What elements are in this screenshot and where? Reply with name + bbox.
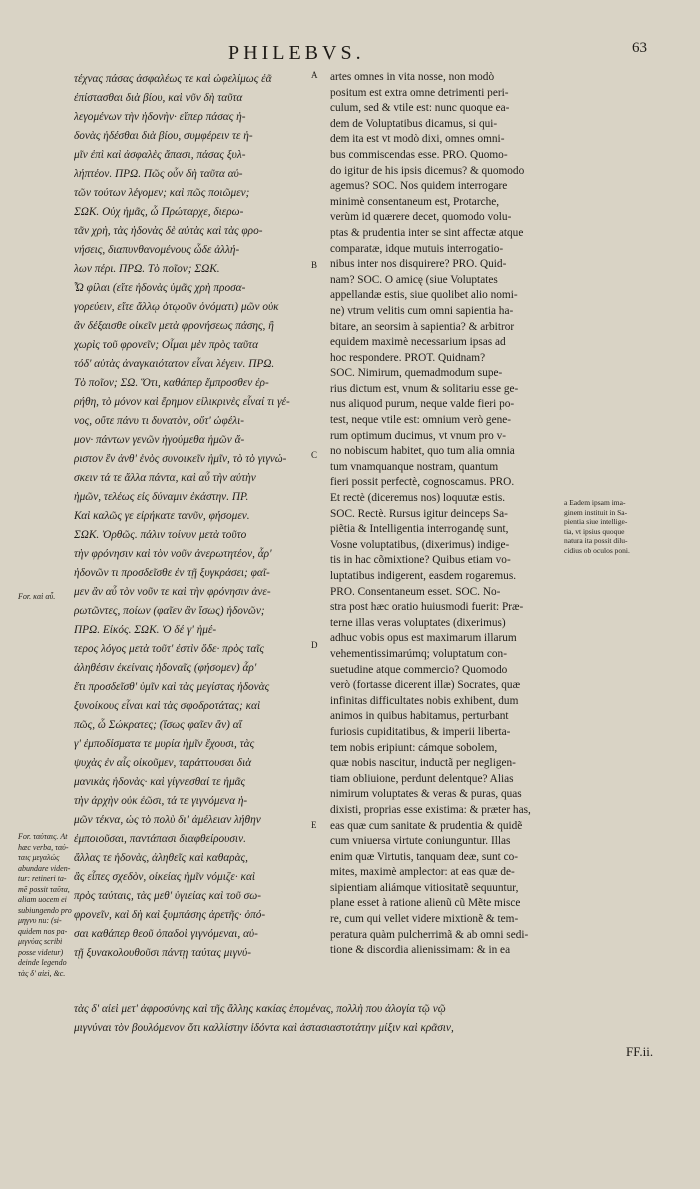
greek-line: ἡμῶν, τελέως εἰς δύναμιν ἑκάστην. ΠΡ. — [74, 491, 249, 503]
greek-line: τὴν ἀρχὴν οὐκ ἐῶσι, τά τε γιγνόμενα ἡ- — [74, 795, 248, 807]
latin-line: nimirum voluptates & veras & puras, quas — [330, 788, 522, 801]
latin-line: sipientiam aliámque vitiositatẽ sequuntur, — [330, 881, 519, 894]
latin-line: cum vniuersa virtute coniunguntur. Illas — [330, 835, 511, 848]
greek-line: τερος λόγος μετὰ τοῦτ' ἐστὶν ὅδε· πρὸς ταῖς — [74, 643, 264, 655]
latin-line: artes omnes in vita nosse, non modò — [330, 71, 495, 83]
latin-line: verò (fortasse dicerent illæ) Socrates, quæ — [330, 679, 521, 692]
latin-line: PRO. Consentaneum esset. SOC. No- — [330, 585, 501, 598]
greek-line: τᾶν χρὴ, τὰς ἡδονὰς δὲ αὐτὰς καὶ τὰς φρο- — [74, 225, 263, 237]
latin-line: tis in hac cõmixtione? Quibus etiam vo- — [330, 554, 511, 567]
latin-line: tem nobis eripiunt: cámque sobolem, — [330, 741, 498, 754]
margin-note-line: μηγνυ nu: (si- — [18, 916, 62, 925]
margin-note-line: posse videtur) — [18, 947, 64, 957]
latin-line: Vosne voluptatibus, (dixerimus) indige- — [330, 538, 510, 551]
margin-note-line: τὰς δ' αἰεὶ, &c. — [18, 968, 66, 978]
margin-note-line: subiungendo pro — [18, 905, 72, 915]
latin-line: tione & discordia alienissimam: & in ea — [330, 944, 511, 957]
latin-line: suetudine atque commercio? Quomodo — [330, 663, 508, 676]
latin-line: re, cum qui vellet videre mixtionẽ & tem- — [330, 913, 519, 926]
latin-line: nus aliquod purum, neque valde fieri po- — [330, 398, 515, 411]
latin-line: furiosis cupiditatibus, & imperii liberta- — [330, 725, 511, 738]
greek-line: ἡδονῶν τι προσδεῖσθε ἐν τῇ ξυγκράσει; φαῖ- — [74, 567, 270, 579]
signature-mark: FF.ii. — [626, 1044, 654, 1059]
greek-line: Καὶ καλῶς γε εἰρήκατε τανῦν, φήσομεν. — [74, 510, 250, 522]
greek-line: μον· πάντων γενῶν ἡγούμεθα ἡμῶν ἄ- — [74, 434, 245, 446]
latin-line: appellandæ estis, siue quolibet alio nomi- — [330, 289, 518, 302]
page-number: 63 — [632, 40, 647, 56]
greek-continuation — [74, 1000, 674, 1038]
latin-line: Et rectè (diceremus nos) loquutæ estis. — [330, 492, 506, 505]
latin-line: tum vnamquanque nostram, quantum — [330, 460, 499, 473]
latin-line: terne illas veras voluptates (dixerimus) — [330, 616, 506, 629]
latin-line: stra post hæc oratio huiusmodi fuerit: Præ- — [330, 601, 524, 614]
greek-line: πρὸς ταύταις, τὰς μεθ' ὑγιείας καὶ τοῦ σω- — [74, 890, 261, 902]
latin-line: verùm id quærere decet, quomodo volu- — [330, 211, 512, 224]
section-letter: A — [311, 70, 318, 80]
greek-line: ριστον ἓν ἀνθ' ἑνὸς συνοικεῖν ἡμῖν, τὸ τὸ γιγνώ- — [74, 453, 287, 465]
latin-line: dixisti, proprias esse existima: & præter has, — [330, 803, 531, 816]
greek-line: πῶς, ὦ Σώκρατες; (ἴσως φαῖεν ἄν) αἵ — [74, 719, 242, 731]
margin-note-line: tur: retineri ta- — [18, 874, 67, 883]
greek-line: ΣΩΚ. Οὐχ ἡμᾶς, ὦ Πρώταρχε, διερω- — [74, 206, 244, 218]
margin-note-line: deinde legendo — [18, 958, 67, 967]
latin-line: vehementissimarúmq; voluptatum con- — [330, 647, 507, 660]
greek-line: λων πέρι. ΠΡΩ. Τὸ ποῖον; ΣΩΚ. — [74, 263, 220, 275]
greek-line: Τὸ ποῖον; ΣΩ. Ὅτι, καθάπερ ἔμπροσθεν ἐρ- — [74, 377, 269, 389]
latin-line: bus commiscendas esse. PRO. Quomo- — [330, 148, 508, 161]
margin-note-line: cidius ob oculos poni. — [564, 545, 630, 555]
greek-line: ρωτῶντες, ποίων (φαῖεν ἂν ἴσως) ἡδονῶν; — [74, 605, 265, 617]
greek-line: λήπτέον. ΠΡΩ. Πῶς οὖν δὴ ταῦτα αὐ- — [74, 168, 243, 180]
running-title: PHILEBVS. — [228, 42, 365, 64]
latin-line: minimè consentaneum est, Protarche, — [330, 195, 500, 208]
latin-line: eas quæ cum sanitate & prudentia & quidẽ — [330, 819, 523, 832]
margin-note-line: hæc verba, ταύ- — [18, 842, 69, 852]
margin-note-commentary — [564, 498, 694, 555]
greek-line: μιγνύναι τὸν βουλόμενον ὅτι καλλίστην ἰδόντα καὶ ἀστασιαστοτάτην μίξιν καὶ κρᾶσιν, — [74, 1022, 454, 1034]
latin-line: infinitas difficultates nobis exhibent, dum — [330, 694, 519, 707]
greek-line: μῖν ἐπὶ καὶ ἀσφαλὲς ἅπασι, πάσας ξυλ- — [74, 149, 246, 161]
greek-line: ρήθη, τὸ μόνον καὶ ἔρημον εἰλικρινὲς εἶναί τι γέ- — [74, 396, 290, 408]
margin-note-line: a Eadem ipsam ima- — [564, 498, 626, 507]
greek-line: μανικὰς ἡδονὰς· καὶ γίγνεσθαί τε ἡμᾶς — [74, 776, 246, 788]
latin-line: luptatibus indigerent, easdem rogaremus. — [330, 570, 517, 582]
latin-line: do igitur de his ipsis dicemus? & quomodo — [330, 164, 525, 177]
section-letter: D — [311, 640, 318, 650]
section-letter: C — [311, 450, 318, 460]
greek-line: χωρὶς τοῦ φρονεῖν; Οἶμαι μὲν πρὸς ταῦτα — [74, 339, 258, 351]
margin-note-variant-1 — [18, 592, 74, 603]
greek-line: ἂν δέξαισθε οἰκεῖν μετὰ φρονήσεως πάσης, ἢ — [74, 320, 274, 332]
latin-line: rum optimum ducimus, vt vnum pro v- — [330, 429, 507, 442]
latin-line: SOC. Rectè. Rursus igitur deinceps Sa- — [330, 507, 508, 520]
latin-line: plane esset à ratione alienũ cũ Mẽte misce — [330, 897, 521, 910]
latin-line: quæ nobis nascitur, inductã per negligen- — [330, 757, 516, 770]
margin-note-line: μιγνύας scribi — [18, 937, 63, 946]
greek-line: νος, οὔτε πάνυ τι δυνατὸν, οὔτ' ὠφέλι- — [74, 415, 244, 427]
latin-line: SOC. Nimirum, quemadmodum supe- — [330, 367, 503, 380]
latin-line: positum est extra omne detrimenti peri- — [330, 86, 509, 99]
greek-line: σαι καθάπερ θεοῦ ὀπαδοὶ γιγνόμεναι, αὐ- — [74, 928, 258, 940]
greek-line: λεγομένων τὴν ἡδονὴν· εἴπερ πάσας ἡ- — [74, 111, 246, 123]
margin-note-line: tia, vt ipsius quoque — [564, 526, 625, 536]
greek-line: τὴν φρόνησιν καὶ τὸν νοῦν ἀνερωτητέον, ἆρ' — [74, 548, 272, 560]
latin-line: no nobiscum habitet, quo tum alia omnia — [330, 445, 515, 458]
greek-line: τὰς δ' αἰεὶ μετ' ἀφροσύνης καὶ τῆς ἄλλης κακίας ἑπομένας, πολλὴ που ἀλογία τῷ νῷ — [74, 1003, 446, 1015]
margin-note-line: mẽ possit ταῦτα, — [18, 884, 70, 894]
latin-line: equidem maximè necessarium ipsas ad — [330, 336, 506, 349]
greek-line: δονὰς ἡδέσθαι διὰ βίου, συμφέρειν τε ἡ- — [74, 130, 253, 142]
margin-note-line: For. καὶ αὖ. — [18, 592, 56, 601]
margin-note-line: ταις μεγαλώς — [18, 853, 60, 862]
greek-line: ἃς εἶπες σχεδὸν, οἰκείας ἡμῖν νόμιζε· καὶ — [74, 871, 256, 883]
greek-line: ξυνοίκους εἶναι καὶ τὰς σφοδροτάτας; καὶ — [74, 700, 261, 712]
greek-line: ἐμποιοῦσαι, παντάπασι διαφθείρουσιν. — [74, 833, 246, 845]
latin-line: test, neque vtile est: omnium verò gene- — [330, 414, 512, 427]
section-letter: B — [311, 260, 318, 270]
latin-line: animos in quibus habitamus, perturbant — [330, 710, 509, 723]
margin-note-line: ginem instituit in Sa- — [564, 507, 628, 517]
greek-line: ἔτι προσδεῖσθ' ὑμῖν καὶ τὰς μεγίστας ἡδονὰς — [74, 681, 270, 693]
latin-line: nam? SOC. O amicę (siue Voluptates — [330, 273, 498, 286]
section-letter: E — [311, 820, 317, 830]
greek-line: μεν ἂν αὖ τὸν νοῦν τε καὶ τὴν φρόνησιν ἀνε- — [74, 586, 271, 598]
margin-note-line: aliam uocem ei — [18, 895, 67, 904]
greek-line: τόδ' αὐτὰς ἀναγκαιότατον εἶναι λέγειν. ΠΡΩ. — [74, 358, 275, 370]
greek-line: ἀληθέσιν ἐκείναις ἡδοναῖς (φήσομεν) ἆρ' — [74, 662, 257, 674]
margin-note-line: pientia siue intellige- — [564, 517, 628, 526]
greek-line: γορεύειν, εἴτε ἄλλῳ ὁτῳοῦν ὀνόματι) μῶν οὐκ — [74, 301, 279, 313]
latin-line: piẽtia & Intelligentia interrogandę sunt, — [330, 523, 509, 536]
latin-line: peratura quàm pulcherrimã & ab omni sedi- — [330, 928, 529, 941]
latin-line: culum, sed & vtile est: nunc quoque ea- — [330, 102, 510, 115]
greek-line: ψυχὰς ἐν αἷς οἰκοῦμεν, ταράττουσαι διὰ — [74, 757, 252, 769]
greek-line: νήσεις, διαπυνθανομένους ὧδε ἀλλή- — [74, 244, 240, 256]
latin-line: mites, maximè amplector: at eas quæ de- — [330, 866, 515, 879]
greek-line: Ὦ φίλαι (εἴτε ἡδονὰς ὑμᾶς χρὴ προσα- — [74, 282, 246, 294]
latin-line: ptas & prudentia inter se sint affectæ atque — [330, 226, 524, 239]
greek-line: ΣΩΚ. Ὀρθῶς. πάλιν τοίνυν μετὰ τοῦτο — [74, 529, 247, 541]
latin-line: dem ita est vt modò dixi, omnes omni- — [330, 133, 505, 146]
latin-line: comparatæ, idque mutuis interrogatio- — [330, 242, 504, 255]
margin-note-variant-2 — [18, 832, 74, 979]
latin-line: bitare, an seorsim à sapientia? & arbitror — [330, 320, 515, 333]
greek-text-column — [74, 70, 310, 963]
greek-line: τῶν τούτων λέγομεν; καὶ πῶς ποιῶμεν; — [74, 187, 250, 199]
greek-line: ΠΡΩ. Εἰκός. ΣΩΚ. Ὁ δέ γ' ἡμέ- — [74, 624, 217, 636]
greek-line: τέχνας πάσας ἀσφαλέως τε καὶ ὠφελίμως ἐᾶ — [74, 73, 272, 85]
greek-line: γ' ἐμποδίσματα τε μυρία ἡμῖν ἔχουσι, τὰς — [74, 738, 255, 750]
running-header — [0, 34, 700, 74]
greek-line: φρονεῖν, καὶ δὴ καὶ ξυμπάσης ἀρετῆς· ὁπό- — [74, 909, 266, 921]
latin-text-column — [330, 70, 560, 959]
latin-line: rius dictum est, vnum & solitariu esse ge- — [330, 382, 519, 395]
greek-line: μῶν τέκνα, ὡς τὸ πολὺ δι' ἀμέλειαν λήθην — [74, 814, 261, 826]
greek-line: σκειν τά τε ἄλλα πάντα, καὶ αὖ τὴν αὐτὴν — [74, 472, 256, 484]
latin-line: dem de Voluptatibus dicamus, si qui- — [330, 117, 498, 130]
margin-note-line: abundare viden- — [18, 863, 71, 873]
latin-line: agemus? SOC. Nos quidem interrogare — [330, 180, 508, 193]
greek-line: ἄλλας τε ἡδονὰς, ἀληθεῖς καὶ καθαρὰς, — [74, 852, 248, 864]
latin-line: nibus inter nos disquirere? PRO. Quid- — [330, 258, 507, 271]
greek-line: ἐπίστασθαι διὰ βίου, καὶ νῦν δὴ ταῦτα — [74, 92, 243, 104]
latin-line: adhuc vobis opus est maximarum illarum — [330, 632, 517, 645]
latin-line: tiam obliuione, perdunt delentque? Alias — [330, 772, 514, 785]
margin-note-line: natura ita possit dilu- — [564, 536, 628, 545]
latin-line: fieri possit perfectè, cognoscamus. PRO. — [330, 476, 515, 489]
latin-line: ne) vtrum velitis cum omni sapientia ha- — [330, 304, 514, 317]
margin-note-line: For. ταύταις. At — [18, 832, 68, 841]
latin-line: hoc respondere. PROT. Quidnam? — [330, 351, 486, 364]
section-letters — [311, 70, 325, 850]
greek-line: τῇ ξυνακολουθοῦσι πάντῃ ταύτας μιγνύ- — [74, 947, 251, 959]
latin-line: enim quæ Virtutis, tanquam deæ, sunt co- — [330, 850, 519, 863]
margin-note-line: quidem nos pa- — [18, 926, 68, 936]
